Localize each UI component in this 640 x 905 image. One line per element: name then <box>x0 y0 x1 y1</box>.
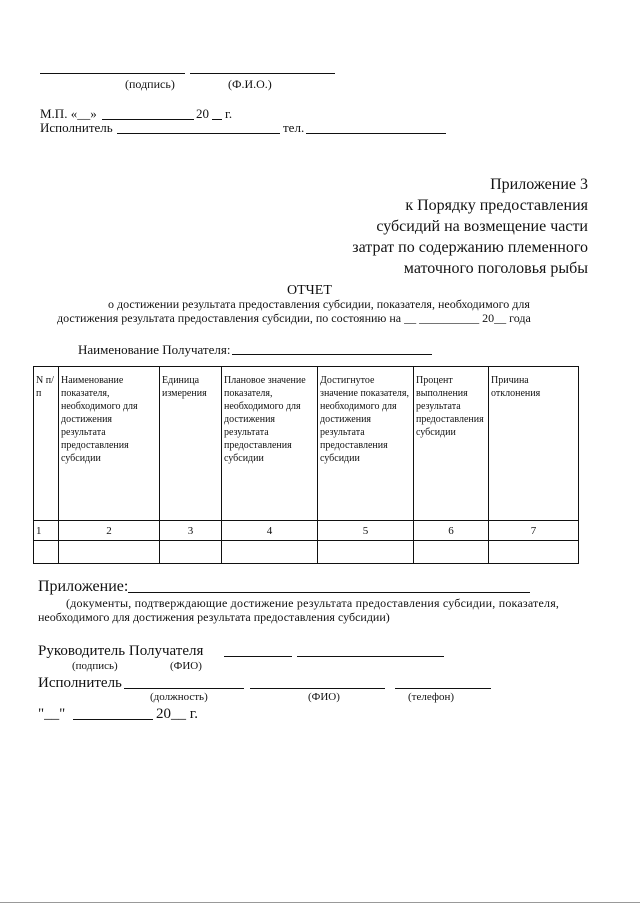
footer-year: 20__ г. <box>156 706 198 722</box>
appendix-line-2: к Порядку предоставления <box>405 197 588 214</box>
report-subtitle-line-2: достижения результата предоставления субсидии, по состоянию на __ __________ 20__ года <box>57 311 531 325</box>
mp-year-suffix: г. <box>225 106 233 121</box>
attachment-line <box>128 592 530 593</box>
footer-executor-label: Исполнитель <box>38 675 122 691</box>
mp-year-line <box>212 119 222 120</box>
position-caption: (должность) <box>150 691 208 703</box>
head-fio-caption: (ФИО) <box>170 660 202 672</box>
header-completion-percent: Процент выполнения результата предоставления субсидии <box>414 367 489 521</box>
recipient-label: Наименование Получателя: <box>78 342 231 357</box>
name-caption: (Ф.И.О.) <box>228 77 272 91</box>
signature-caption: (подпись) <box>125 77 175 91</box>
executor-fio-line <box>250 688 385 689</box>
head-fio-line <box>297 656 444 657</box>
head-signature-line <box>224 656 292 657</box>
phone-line <box>306 133 446 134</box>
table-number-row <box>34 521 579 541</box>
page-edge-rule <box>0 902 640 903</box>
phone-label: тел. <box>283 120 305 135</box>
header-planned-value: Плановое значение показателя, необходимого для достижения результата предоставления субсидии <box>222 367 318 521</box>
appendix-line-1: Приложение 3 <box>490 176 588 193</box>
name-line <box>190 73 335 74</box>
column-number-1: 1 <box>34 521 59 541</box>
attachment-label: Приложение: <box>38 578 129 595</box>
executor-fio-caption: (ФИО) <box>308 691 340 703</box>
report-subtitle-line-1: о достижении результата предоставления субсидии, показателя, необходимого для <box>108 297 530 311</box>
column-number-3: 3 <box>160 521 222 541</box>
appendix-line-4: затрат по содержанию племенного <box>352 239 588 256</box>
header-indicator-name: Наименование показателя, необходимого для достижения результата предоставления субсидии <box>59 367 160 521</box>
header-achieved-value: Достигнутое значение показателя, необходимого для достижения результата предоставления субсидии <box>318 367 414 521</box>
column-number-7: 7 <box>489 521 579 541</box>
table-cell <box>34 541 59 564</box>
appendix-line-5: маточного поголовья рыбы <box>403 260 588 277</box>
table-cell <box>59 541 160 564</box>
signature-line <box>40 73 185 74</box>
column-number-6: 6 <box>414 521 489 541</box>
header-unit: Единица измерения <box>160 367 222 521</box>
mp-year-prefix: 20 <box>196 106 209 121</box>
table-cell <box>489 541 579 564</box>
phone-caption: (телефон) <box>408 691 455 703</box>
table-header-row <box>34 367 579 521</box>
head-label: Руководитель Получателя <box>38 643 204 659</box>
footer-date-quote: "__" <box>38 706 66 722</box>
mp-date: М.П. «__» <box>40 106 97 121</box>
table-cell <box>318 541 414 564</box>
table-row <box>34 541 579 564</box>
executor-label: Исполнитель <box>40 120 113 135</box>
executor-phone-line <box>395 688 491 689</box>
table-cell <box>222 541 318 564</box>
attachment-note-line-1: (документы, подтверждающие достижение результата предоставления субсидии, показателя, <box>66 596 560 610</box>
recipient-line <box>232 354 432 355</box>
report-title: ОТЧЕТ <box>287 283 332 298</box>
column-number-2: 2 <box>59 521 160 541</box>
appendix-heading <box>352 174 588 279</box>
table-cell <box>160 541 222 564</box>
report-table <box>33 366 579 564</box>
attachment-note-line-2: необходимого для достижения результата предоставления субсидии) <box>38 610 390 624</box>
head-signature-caption: (подпись) <box>72 660 118 672</box>
header-number: N п/п <box>34 367 59 521</box>
mp-date-line <box>102 119 194 120</box>
column-number-5: 5 <box>318 521 414 541</box>
executor-line <box>117 133 280 134</box>
table-cell <box>414 541 489 564</box>
header-deviation-reason: Причина отклонения <box>489 367 579 521</box>
footer-date-line <box>73 719 153 720</box>
appendix-line-3: субсидий на возмещение части <box>376 218 588 235</box>
column-number-4: 4 <box>222 521 318 541</box>
executor-position-line <box>124 688 244 689</box>
